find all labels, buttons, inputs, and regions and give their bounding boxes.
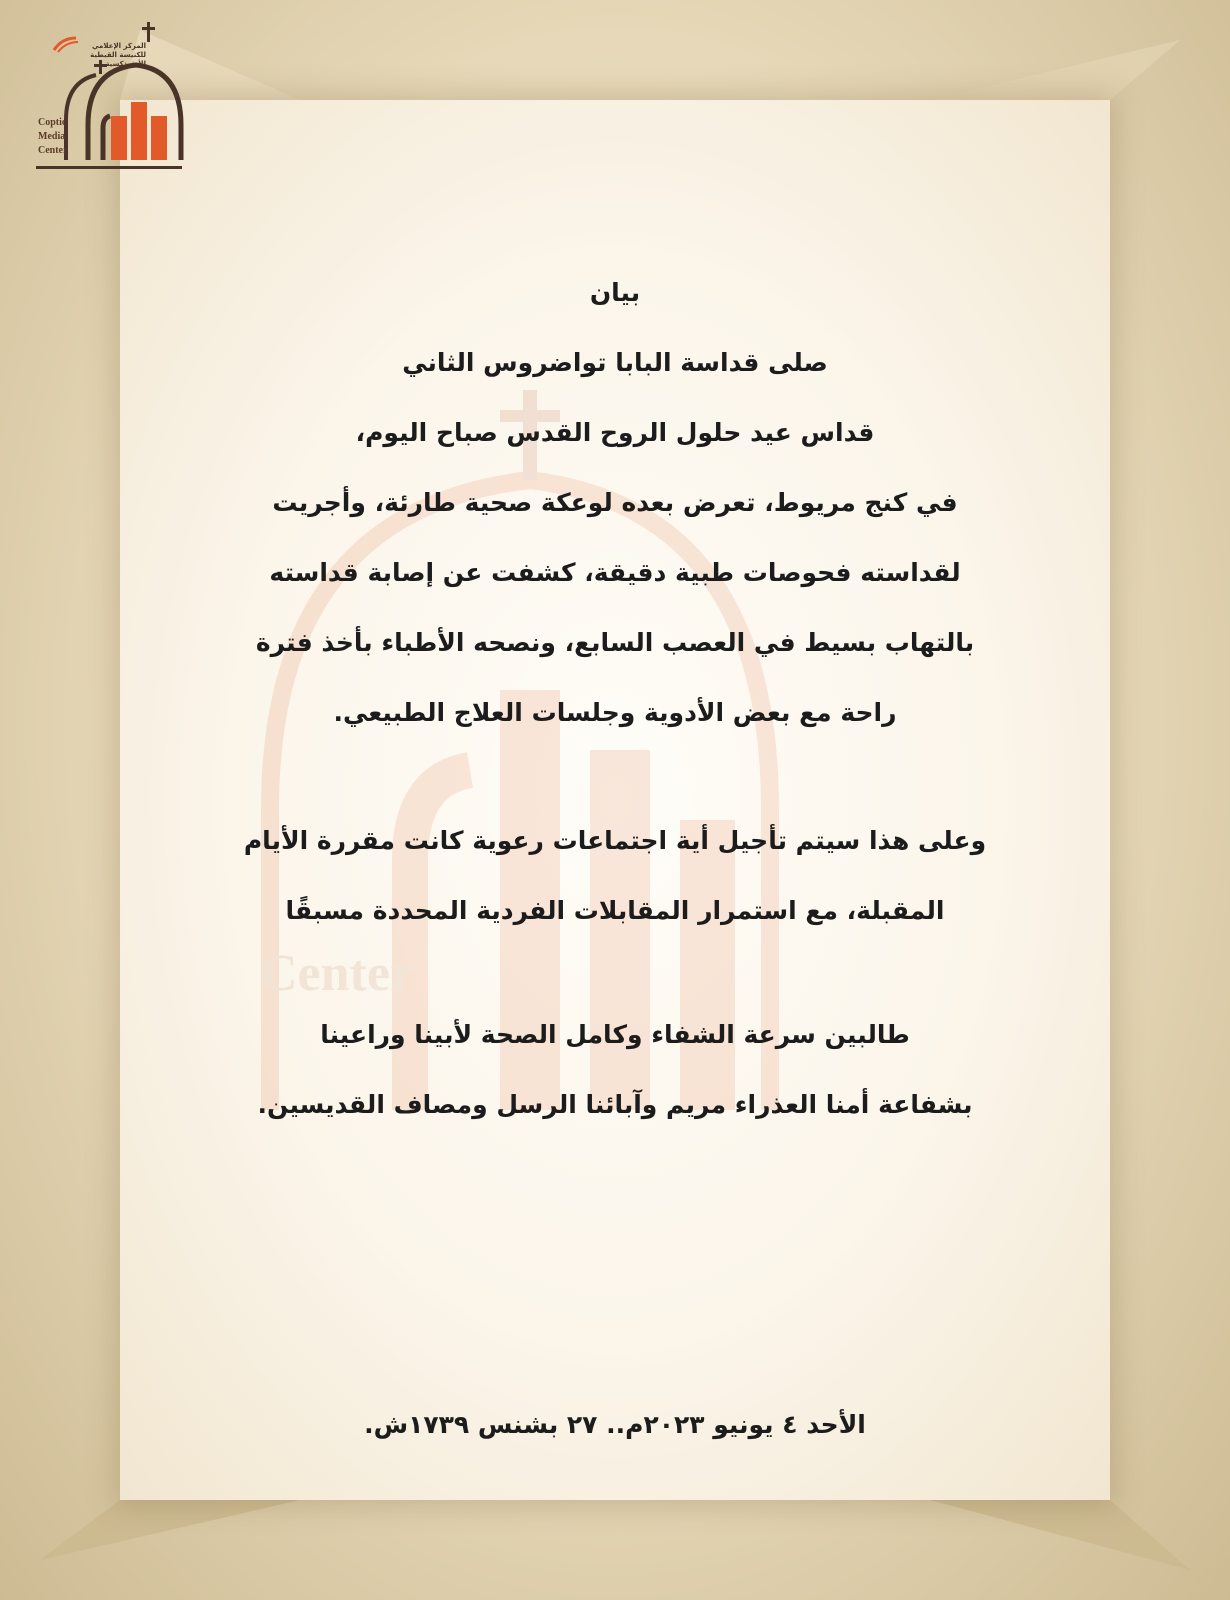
logo-arabic-line-2: للكنيسة القبطية الأرثوذكسية <box>90 51 146 68</box>
statement-line: صلى قداسة البابا تواضروس الثاني <box>402 348 828 377</box>
logo-english-name <box>38 116 67 158</box>
statement-line: في كنج مريوط، تعرض بعده لوعكة صحية طارئة، وأجريت <box>272 488 958 517</box>
statement-line: المقبلة، مع استمرار المقابلات الفردية المحددة مسبقًا <box>285 896 945 925</box>
statement-line: قداس عيد حلول الروح القدس صباح اليوم، <box>355 418 875 447</box>
logo-name-line-3: Center <box>38 145 68 156</box>
statement-line: طالبين سرعة الشفاء وكامل الصحة لأبينا وراعينا <box>320 1020 910 1049</box>
statement-line: راحة مع بعض الأدوية وجلسات العلاج الطبيعي. <box>333 698 897 727</box>
coptic-media-center-logo <box>36 20 186 172</box>
statement-date: الأحد ٤ يونيو ٢٠٢٣م.. ٢٧ بشنس ١٧٣٩ش. <box>364 1410 866 1439</box>
logo-arabic-name <box>76 42 146 69</box>
statement-body <box>200 258 1030 1140</box>
logo-name-line-1: Coptic <box>38 117 67 128</box>
logo-name-line-2: Media <box>38 131 66 142</box>
statement-line: بشفاعة أمنا العذراء مريم وآبائنا الرسل ومصاف القديسين. <box>257 1090 973 1119</box>
statement-title: بيان <box>589 278 641 307</box>
statement-line: وعلى هذا سيتم تأجيل أية اجتماعات رعوية كانت مقررة الأيام <box>243 826 987 855</box>
svg-text:Center: Center <box>260 945 414 1002</box>
logo-arabic-line-1: المركز الإعلامي <box>91 42 146 50</box>
statement-line: بالتهاب بسيط في العصب السابع، ونصحه الأطباء بأخذ فترة <box>255 628 975 657</box>
statement-line: لقداسته فحوصات طبية دقيقة، كشفت عن إصابة قداسته <box>269 558 961 587</box>
